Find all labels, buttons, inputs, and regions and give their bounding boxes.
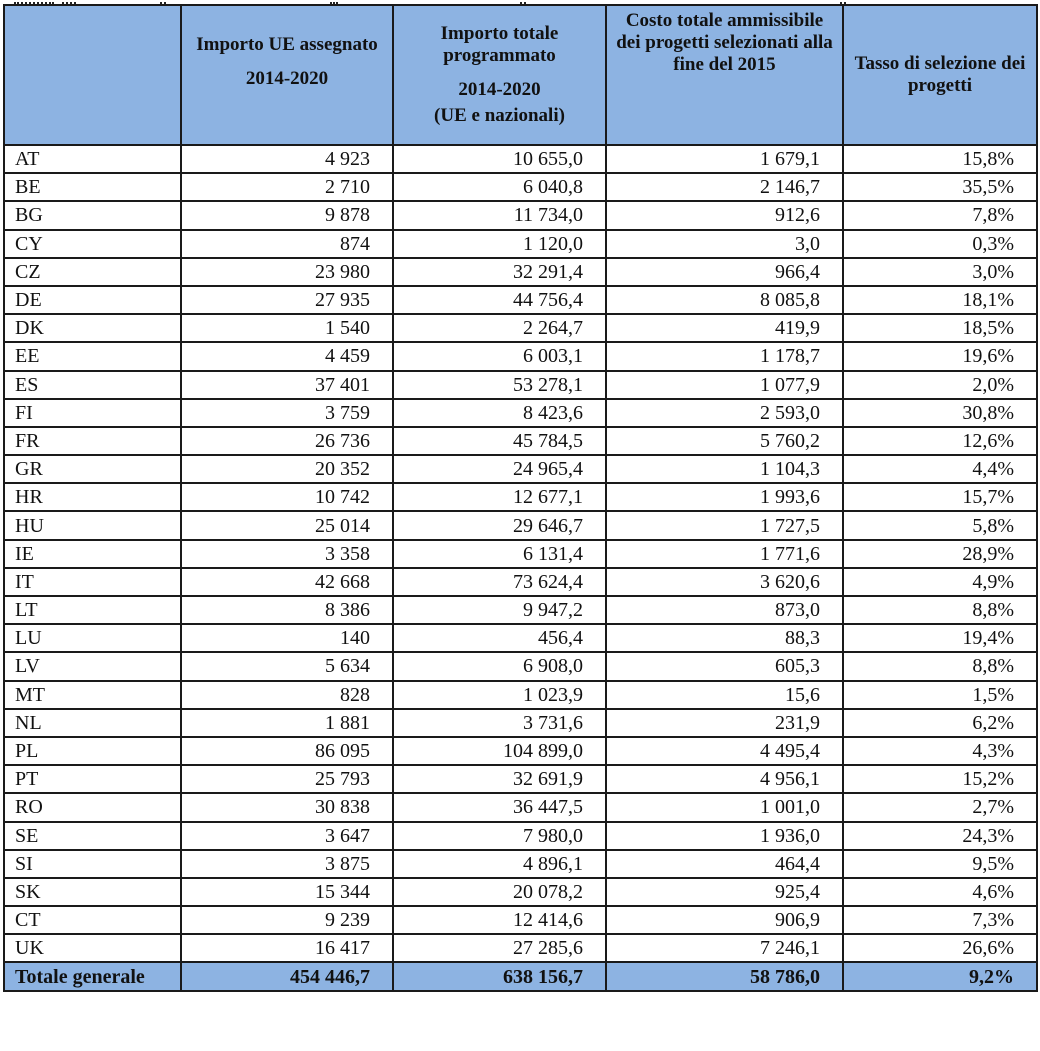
table-row [4, 596, 1037, 624]
cell-total-programmed: 9 947,2 [393, 596, 606, 624]
cell-eu-allocated: 30 838 [181, 793, 393, 821]
cell-selection-rate: 2,7% [843, 793, 1037, 821]
header-selection-rate-title: Tasso di selezione dei progetti [854, 53, 1026, 96]
cell-country: DE [4, 286, 181, 314]
table-row [4, 399, 1037, 427]
table-row [4, 173, 1037, 201]
cell-eu-allocated: 27 935 [181, 286, 393, 314]
cell-eligible-cost: 1 077,9 [606, 371, 843, 399]
cell-eu-allocated: 23 980 [181, 258, 393, 286]
cell-country: IT [4, 568, 181, 596]
cell-eligible-cost: 2 593,0 [606, 399, 843, 427]
cell-eligible-cost: 1 001,0 [606, 793, 843, 821]
cell-selection-rate: 12,6% [843, 427, 1037, 455]
table-row [4, 258, 1037, 286]
cell-total-programmed: 7 980,0 [393, 822, 606, 850]
cell-total-programmed: 12 414,6 [393, 906, 606, 934]
cell-eu-allocated: 25 014 [181, 511, 393, 539]
table-row [4, 342, 1037, 370]
cell-eu-allocated: 42 668 [181, 568, 393, 596]
cell-eligible-cost: 4 956,1 [606, 765, 843, 793]
cell-country: EE [4, 342, 181, 370]
cell-selection-rate: 4,4% [843, 455, 1037, 483]
table-row [4, 652, 1037, 680]
total-row [4, 962, 1037, 990]
table-row [4, 314, 1037, 342]
cell-eu-allocated: 20 352 [181, 455, 393, 483]
cell-total-programmed: 456,4 [393, 624, 606, 652]
table-row [4, 793, 1037, 821]
table-row [4, 230, 1037, 258]
cell-eligible-cost: 4 495,4 [606, 737, 843, 765]
cell-total-programmed: 32 291,4 [393, 258, 606, 286]
cell-eu-allocated: 1 881 [181, 709, 393, 737]
total-eu-allocated: 454 446,7 [181, 962, 393, 990]
cell-selection-rate: 4,9% [843, 568, 1037, 596]
cell-total-programmed: 6 908,0 [393, 652, 606, 680]
table-row [4, 906, 1037, 934]
cell-eu-allocated: 3 875 [181, 850, 393, 878]
header-eu-allocated-title: Importo UE assegnato [196, 34, 378, 55]
cell-eligible-cost: 966,4 [606, 258, 843, 286]
cell-eu-allocated: 37 401 [181, 371, 393, 399]
cell-selection-rate: 15,2% [843, 765, 1037, 793]
cell-eligible-cost: 1 679,1 [606, 145, 843, 173]
cell-eligible-cost: 912,6 [606, 201, 843, 229]
cell-country: HU [4, 511, 181, 539]
cell-eu-allocated: 9 239 [181, 906, 393, 934]
cell-eu-allocated: 140 [181, 624, 393, 652]
cell-country: IE [4, 540, 181, 568]
cell-eu-allocated: 874 [181, 230, 393, 258]
cell-country: BE [4, 173, 181, 201]
cell-selection-rate: 35,5% [843, 173, 1037, 201]
cell-country: ES [4, 371, 181, 399]
cell-country: HR [4, 483, 181, 511]
cell-total-programmed: 73 624,4 [393, 568, 606, 596]
cell-eu-allocated: 828 [181, 681, 393, 709]
cell-total-programmed: 44 756,4 [393, 286, 606, 314]
cell-eu-allocated: 26 736 [181, 427, 393, 455]
table-row [4, 371, 1037, 399]
cell-eligible-cost: 1 178,7 [606, 342, 843, 370]
header-country [4, 5, 181, 145]
cell-total-programmed: 27 285,6 [393, 934, 606, 962]
table-row [4, 568, 1037, 596]
table-row [4, 483, 1037, 511]
table-row [4, 455, 1037, 483]
cell-country: LU [4, 624, 181, 652]
cell-selection-rate: 15,7% [843, 483, 1037, 511]
cell-eligible-cost: 464,4 [606, 850, 843, 878]
table-row [4, 540, 1037, 568]
cell-country: SK [4, 878, 181, 906]
cell-total-programmed: 29 646,7 [393, 511, 606, 539]
cell-country: PT [4, 765, 181, 793]
cell-total-programmed: 1 120,0 [393, 230, 606, 258]
cell-selection-rate: 19,4% [843, 624, 1037, 652]
header-eu-allocated-period: 2014-2020 [245, 68, 329, 89]
cell-eligible-cost: 15,6 [606, 681, 843, 709]
cell-selection-rate: 5,8% [843, 511, 1037, 539]
cell-eu-allocated: 86 095 [181, 737, 393, 765]
cell-total-programmed: 24 965,4 [393, 455, 606, 483]
cell-eu-allocated: 8 386 [181, 596, 393, 624]
cell-eu-allocated: 4 923 [181, 145, 393, 173]
cell-country: MT [4, 681, 181, 709]
cell-eu-allocated: 4 459 [181, 342, 393, 370]
table-row [4, 624, 1037, 652]
cell-total-programmed: 6 040,8 [393, 173, 606, 201]
cell-eligible-cost: 231,9 [606, 709, 843, 737]
cell-total-programmed: 4 896,1 [393, 850, 606, 878]
cell-country: RO [4, 793, 181, 821]
cell-country: AT [4, 145, 181, 173]
cell-selection-rate: 2,0% [843, 371, 1037, 399]
cell-eu-allocated: 5 634 [181, 652, 393, 680]
cell-eligible-cost: 605,3 [606, 652, 843, 680]
cell-total-programmed: 2 264,7 [393, 314, 606, 342]
cell-country: PL [4, 737, 181, 765]
table-row [4, 934, 1037, 962]
cell-total-programmed: 6 003,1 [393, 342, 606, 370]
cell-selection-rate: 3,0% [843, 258, 1037, 286]
cell-country: FR [4, 427, 181, 455]
cell-eligible-cost: 88,3 [606, 624, 843, 652]
cell-total-programmed: 11 734,0 [393, 201, 606, 229]
cell-total-programmed: 36 447,5 [393, 793, 606, 821]
cell-eligible-cost: 1 771,6 [606, 540, 843, 568]
table-row [4, 145, 1037, 173]
cell-eu-allocated: 3 647 [181, 822, 393, 850]
cell-country: CY [4, 230, 181, 258]
table-row [4, 286, 1037, 314]
cell-selection-rate: 6,2% [843, 709, 1037, 737]
cell-eu-allocated: 1 540 [181, 314, 393, 342]
cell-selection-rate: 18,5% [843, 314, 1037, 342]
total-selection-rate: 9,2% [843, 962, 1037, 990]
cell-selection-rate: 8,8% [843, 596, 1037, 624]
cell-eligible-cost: 419,9 [606, 314, 843, 342]
header-row [4, 5, 1037, 145]
cell-total-programmed: 10 655,0 [393, 145, 606, 173]
header-eligible-cost-title: Costo totale ammissibile dei progetti selezionati alla fine del 2015 [616, 10, 833, 75]
cell-total-programmed: 3 731,6 [393, 709, 606, 737]
cell-country: DK [4, 314, 181, 342]
table-row [4, 681, 1037, 709]
cell-eu-allocated: 16 417 [181, 934, 393, 962]
cell-country: CZ [4, 258, 181, 286]
total-total-programmed: 638 156,7 [393, 962, 606, 990]
cell-eligible-cost: 5 760,2 [606, 427, 843, 455]
cell-eu-allocated: 10 742 [181, 483, 393, 511]
cell-country: NL [4, 709, 181, 737]
cell-total-programmed: 53 278,1 [393, 371, 606, 399]
cell-eu-allocated: 15 344 [181, 878, 393, 906]
cell-eligible-cost: 3,0 [606, 230, 843, 258]
cell-country: FI [4, 399, 181, 427]
cell-eligible-cost: 1 936,0 [606, 822, 843, 850]
cell-eligible-cost: 3 620,6 [606, 568, 843, 596]
header-selection-rate [843, 5, 1037, 145]
cell-country: BG [4, 201, 181, 229]
cell-eligible-cost: 7 246,1 [606, 934, 843, 962]
cell-total-programmed: 32 691,9 [393, 765, 606, 793]
cell-selection-rate: 4,6% [843, 878, 1037, 906]
cell-total-programmed: 104 899,0 [393, 737, 606, 765]
cell-country: CT [4, 906, 181, 934]
cell-eu-allocated: 2 710 [181, 173, 393, 201]
table-row [4, 765, 1037, 793]
cell-selection-rate: 7,8% [843, 201, 1037, 229]
cell-eligible-cost: 2 146,7 [606, 173, 843, 201]
cell-selection-rate: 7,3% [843, 906, 1037, 934]
header-eu-allocated [181, 5, 393, 145]
header-total-programmed-title: Importo totale programmato [440, 23, 559, 66]
cell-selection-rate: 0,3% [843, 230, 1037, 258]
table-row [4, 709, 1037, 737]
cell-country: LV [4, 652, 181, 680]
cell-total-programmed: 6 131,4 [393, 540, 606, 568]
header-total-programmed [393, 5, 606, 145]
funding-table [3, 4, 1038, 992]
table-row [4, 850, 1037, 878]
cell-country: SI [4, 850, 181, 878]
cell-selection-rate: 8,8% [843, 652, 1037, 680]
table-row [4, 201, 1037, 229]
cell-selection-rate: 18,1% [843, 286, 1037, 314]
cell-eu-allocated: 3 759 [181, 399, 393, 427]
total-country: Totale generale [4, 962, 181, 990]
cell-selection-rate: 24,3% [843, 822, 1037, 850]
cell-country: SE [4, 822, 181, 850]
cell-eu-allocated: 25 793 [181, 765, 393, 793]
cell-selection-rate: 19,6% [843, 342, 1037, 370]
cell-selection-rate: 15,8% [843, 145, 1037, 173]
cell-country: LT [4, 596, 181, 624]
total-eligible-cost: 58 786,0 [606, 962, 843, 990]
cell-eligible-cost: 8 085,8 [606, 286, 843, 314]
cell-total-programmed: 8 423,6 [393, 399, 606, 427]
cell-selection-rate: 4,3% [843, 737, 1037, 765]
header-total-programmed-note: (UE e nazionali) [434, 105, 565, 126]
table-row [4, 511, 1037, 539]
cell-total-programmed: 12 677,1 [393, 483, 606, 511]
cell-eu-allocated: 3 358 [181, 540, 393, 568]
table-row [4, 822, 1037, 850]
cell-eligible-cost: 873,0 [606, 596, 843, 624]
header-eligible-cost [606, 5, 843, 145]
cell-total-programmed: 45 784,5 [393, 427, 606, 455]
cell-selection-rate: 1,5% [843, 681, 1037, 709]
cell-country: GR [4, 455, 181, 483]
cell-eligible-cost: 906,9 [606, 906, 843, 934]
cell-eligible-cost: 1 727,5 [606, 511, 843, 539]
cell-selection-rate: 9,5% [843, 850, 1037, 878]
table-row [4, 737, 1037, 765]
table-row [4, 427, 1037, 455]
cell-eligible-cost: 1 993,6 [606, 483, 843, 511]
cell-country: UK [4, 934, 181, 962]
table-row [4, 878, 1037, 906]
cell-eu-allocated: 9 878 [181, 201, 393, 229]
cell-selection-rate: 26,6% [843, 934, 1037, 962]
cell-selection-rate: 30,8% [843, 399, 1037, 427]
cell-total-programmed: 20 078,2 [393, 878, 606, 906]
cell-eligible-cost: 925,4 [606, 878, 843, 906]
cell-eligible-cost: 1 104,3 [606, 455, 843, 483]
cell-selection-rate: 28,9% [843, 540, 1037, 568]
cell-total-programmed: 1 023,9 [393, 681, 606, 709]
header-total-programmed-period: 2014-2020 [458, 79, 541, 100]
